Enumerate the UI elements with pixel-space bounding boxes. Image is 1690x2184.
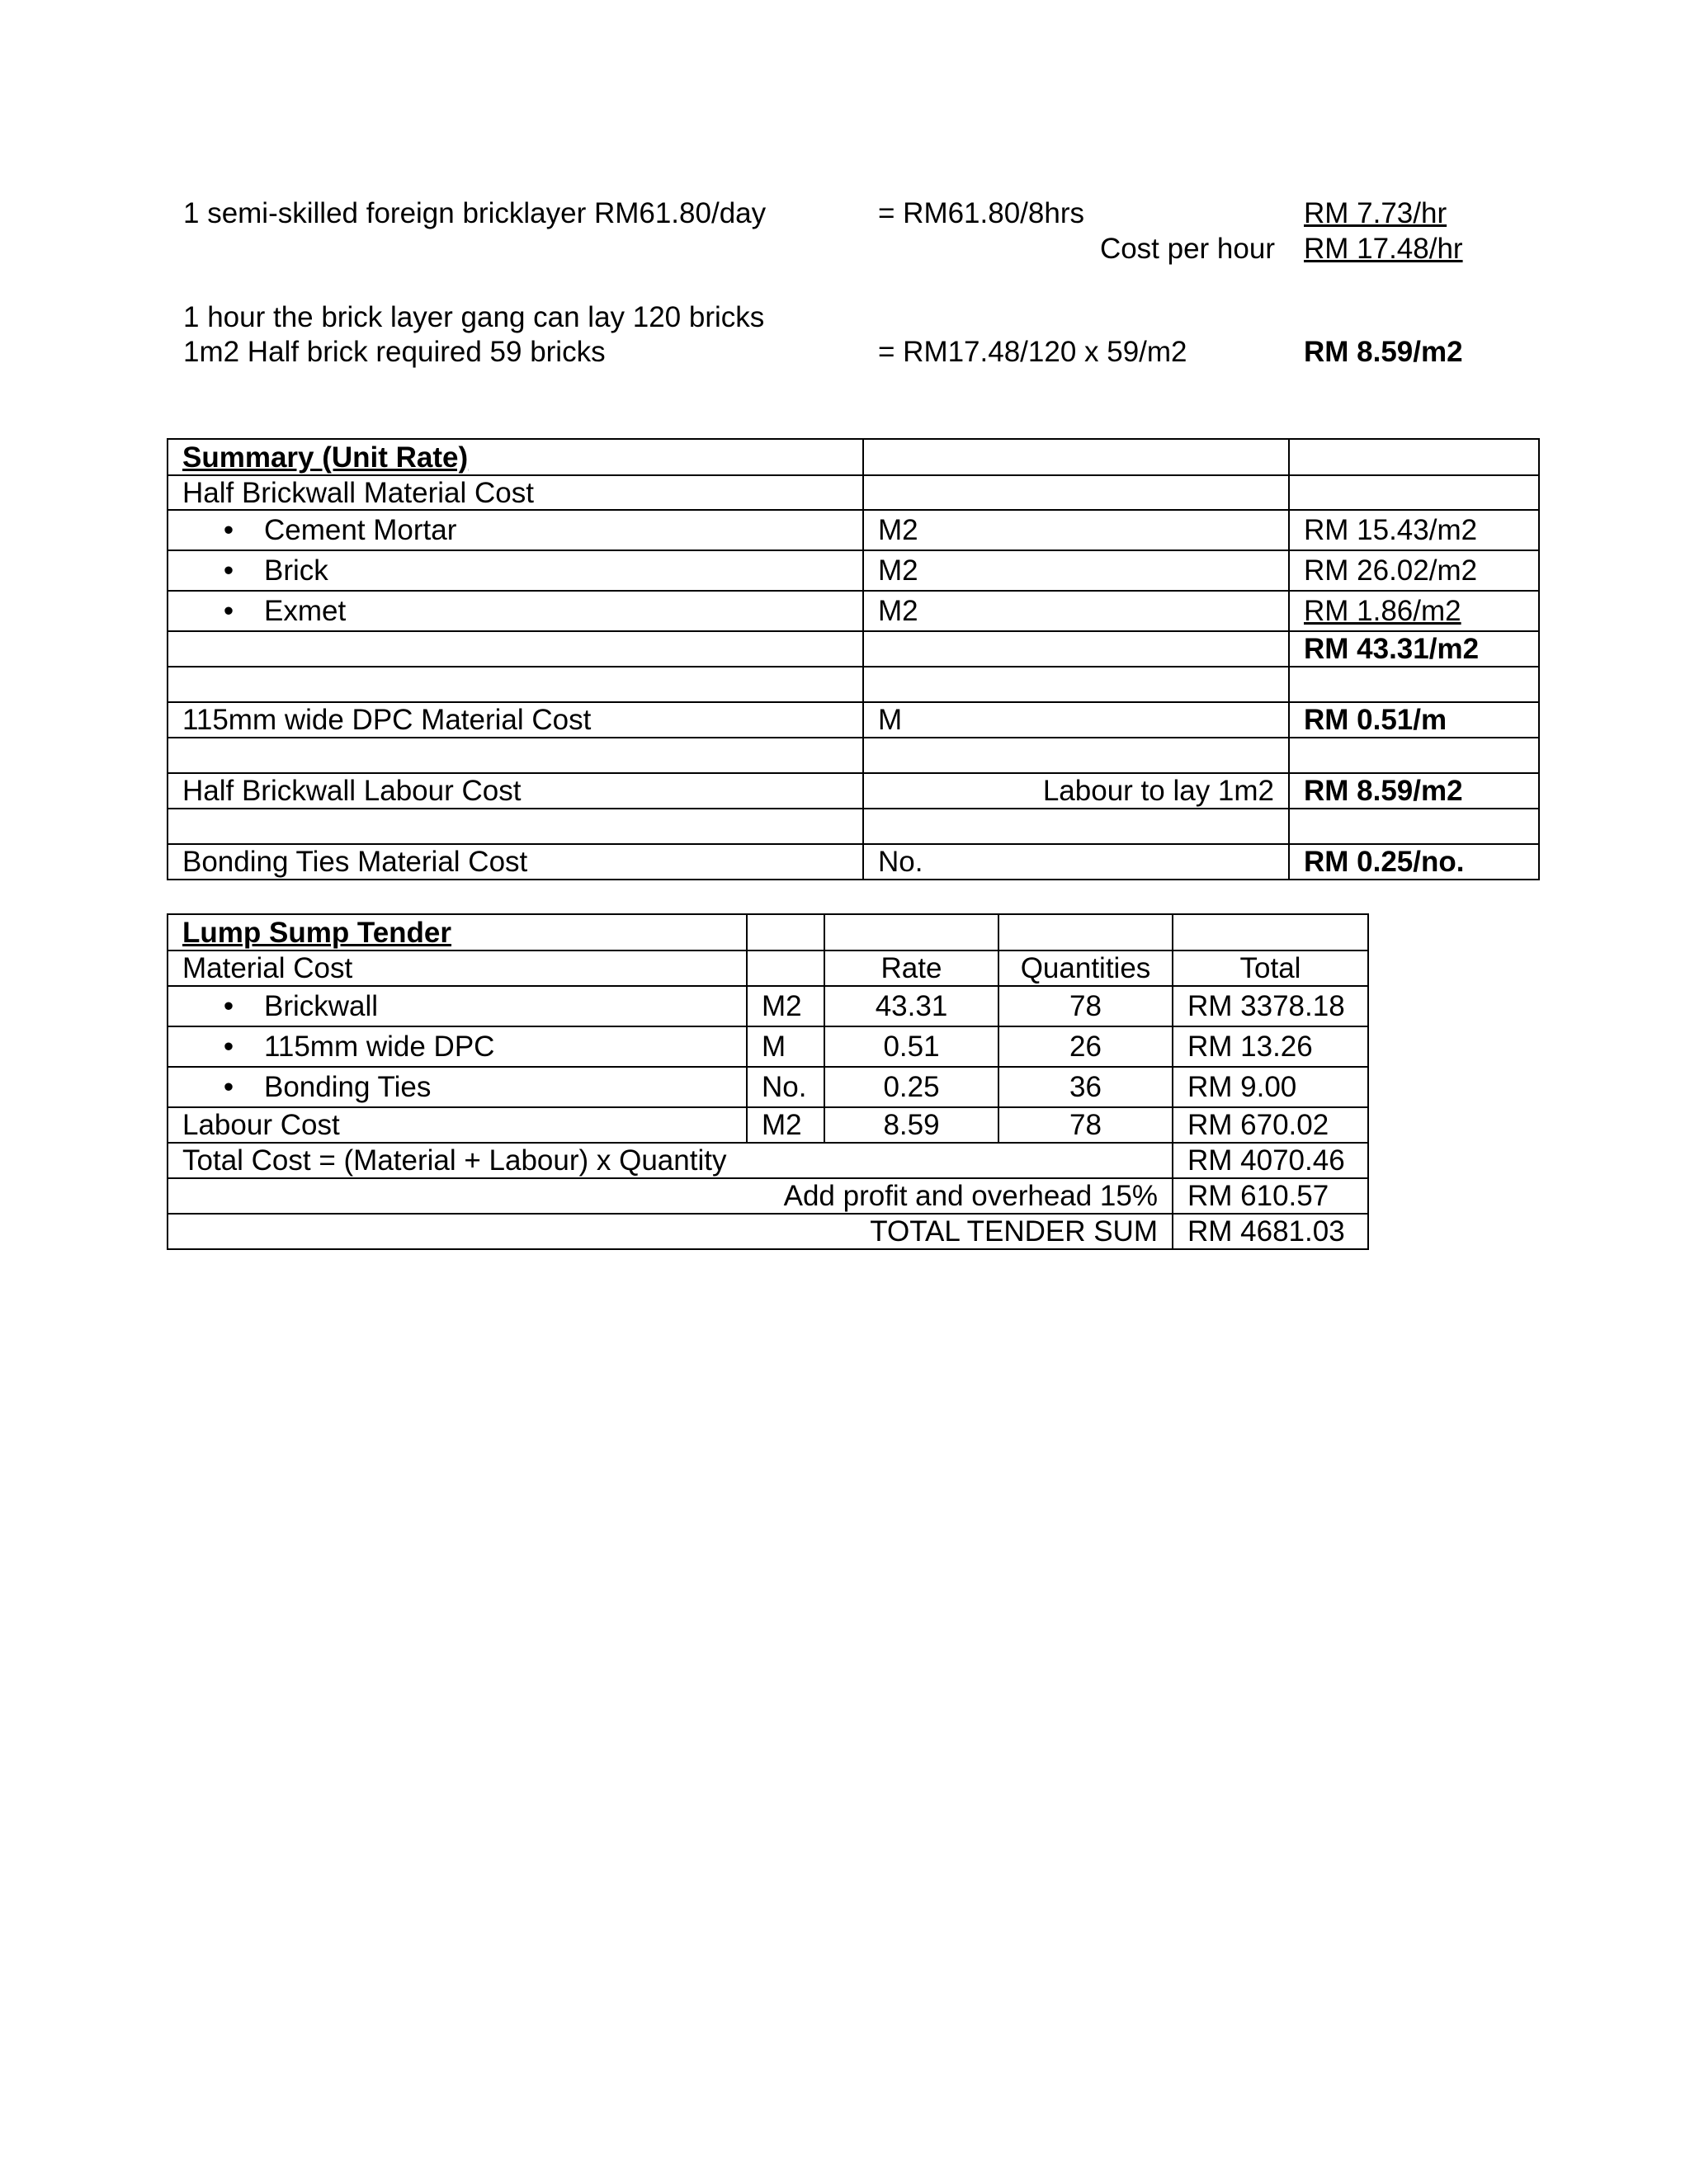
ties-label: Bonding Ties Material Cost [168,844,863,880]
row-unit: M [747,1026,824,1067]
table-row [168,591,1539,631]
row-unit: No. [747,1067,824,1107]
row-rate: 0.25 [824,1067,998,1107]
labour-cost-label: Labour Cost [168,1107,747,1143]
bullet-icon: • [223,514,234,546]
item-name: Brick [264,554,328,587]
row-name: Brickwall [264,990,379,1022]
row-qty: 26 [998,1026,1173,1067]
item-unit: M2 [863,550,1289,591]
profit-label: Add profit and overhead 15% [168,1178,1173,1214]
labour-value: RM 8.59/m2 [1289,773,1539,809]
item-name: Exmet [264,595,347,627]
labour-formula-text: = RM17.48/120 x 59/m2 [878,336,1187,368]
column-header-rate: Rate [824,950,998,986]
table-row [168,550,1539,591]
row-name: 115mm wide DPC [264,1031,495,1063]
cost-per-hour-label: Cost per hour [1099,233,1275,265]
table-row [168,986,1368,1026]
half-brick-material-label: Half Brickwall Material Cost [168,475,863,510]
bullet-icon: • [223,990,234,1022]
material-total-value: RM 43.31/m2 [1289,631,1539,667]
total-cost-value: RM 4070.46 [1173,1143,1368,1178]
row-qty: 36 [998,1067,1173,1107]
total-cost-label: Total Cost = (Material + Labour) x Quantity [168,1143,1173,1178]
table-row [168,1107,1368,1143]
labour-description: Labour to lay 1m2 [863,773,1289,809]
labour-label: Half Brickwall Labour Cost [168,773,863,809]
summary-table [167,438,1540,880]
bullet-icon: • [223,1071,234,1103]
hourly-formula-text: = RM61.80/8hrs [878,197,1084,229]
labour-cost-qty: 78 [998,1107,1173,1143]
labour-cost-total: RM 670.02 [1173,1107,1368,1143]
labour-rate-value: RM 8.59/m2 [1304,336,1463,368]
table-row [168,510,1539,550]
row-total: RM 9.00 [1173,1067,1368,1107]
tender-sum-value: RM 4681.03 [1173,1214,1368,1249]
dpc-unit: M [863,702,1289,738]
bricklayer-rate-text: 1 semi-skilled foreign bricklayer RM61.80/day [183,197,767,229]
ties-value: RM 0.25/no. [1289,844,1539,880]
item-value: RM 1.86/m2 [1289,591,1539,631]
item-unit: M2 [863,510,1289,550]
summary-title: Summary (Unit Rate) [168,439,863,475]
column-header-total: Total [1173,950,1368,986]
row-total: RM 13.26 [1173,1026,1368,1067]
row-rate: 0.51 [824,1026,998,1067]
item-unit: M2 [863,591,1289,631]
row-rate: 43.31 [824,986,998,1026]
row-total: RM 3378.18 [1173,986,1368,1026]
row-qty: 78 [998,986,1173,1026]
row-unit: M2 [747,986,824,1026]
column-header-quantities: Quantities [998,950,1173,986]
bricks-required-text: 1m2 Half brick required 59 bricks [183,336,606,368]
tender-sum-label: TOTAL TENDER SUM [168,1214,1173,1249]
dpc-value: RM 0.51/m [1289,702,1539,738]
labour-cost-rate: 8.59 [824,1107,998,1143]
table-row [168,1067,1368,1107]
cost-per-hour-value: RM 17.48/hr [1304,233,1463,265]
labour-cost-unit: M2 [747,1107,824,1143]
profit-value: RM 610.57 [1173,1178,1368,1214]
bullet-icon: • [223,1031,234,1063]
item-value: RM 15.43/m2 [1289,510,1539,550]
table-row [168,1026,1368,1067]
hourly-rate-value: RM 7.73/hr [1304,197,1447,229]
dpc-label: 115mm wide DPC Material Cost [168,702,863,738]
item-value: RM 26.02/m2 [1289,550,1539,591]
material-cost-label: Material Cost [168,950,747,986]
bullet-icon: • [223,554,234,587]
lump-sum-table [167,913,1369,1250]
item-name: Cement Mortar [264,514,457,546]
row-name: Bonding Ties [264,1071,432,1103]
gang-output-text: 1 hour the brick layer gang can lay 120 bricks [183,301,765,333]
bullet-icon: • [223,595,234,627]
ties-unit: No. [863,844,1289,880]
lump-title: Lump Sump Tender [168,914,747,950]
